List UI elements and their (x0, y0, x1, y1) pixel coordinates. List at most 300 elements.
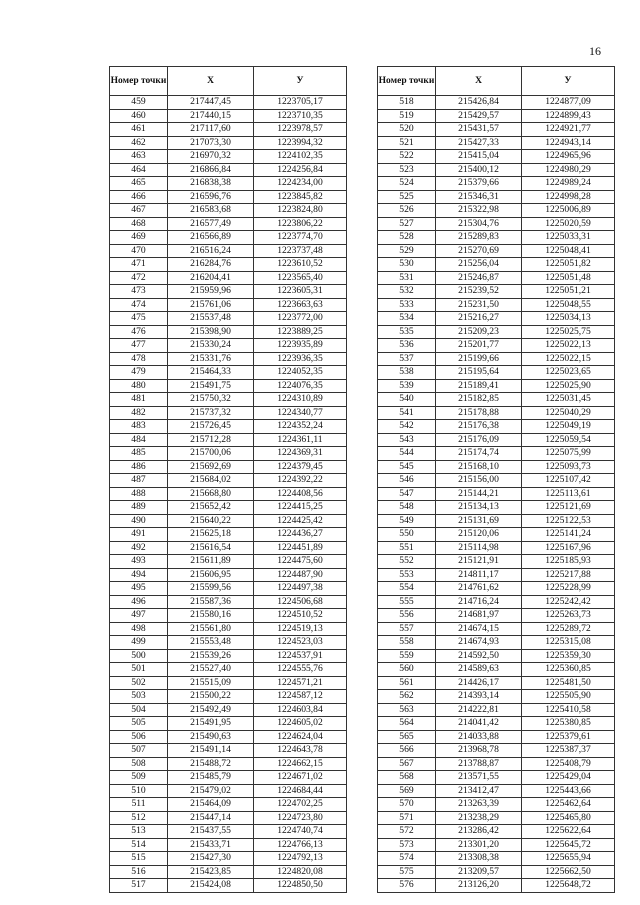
x-cell: 215424,08 (168, 879, 254, 893)
x-cell: 215492,49 (168, 703, 254, 717)
y-cell: 1224603,84 (254, 703, 347, 717)
x-cell: 215479,02 (168, 784, 254, 798)
y-cell: 1224361,11 (254, 433, 347, 447)
y-cell: 1223889,25 (254, 325, 347, 339)
y-cell: 1225022,15 (522, 352, 615, 366)
x-cell: 213571,55 (436, 771, 522, 785)
table-row (110, 109, 347, 123)
x-cell: 215239,52 (436, 285, 522, 299)
y-cell: 1224234,00 (254, 177, 347, 191)
point-number-cell: 476 (110, 325, 168, 339)
point-number-cell: 544 (378, 447, 436, 461)
table-row (110, 190, 347, 204)
point-number-cell: 468 (110, 217, 168, 231)
y-cell: 1223772,00 (254, 312, 347, 326)
y-cell: 1224980,29 (522, 163, 615, 177)
table-row (110, 312, 347, 326)
y-cell: 1225141,24 (522, 528, 615, 542)
y-cell: 1225122,53 (522, 514, 615, 528)
x-cell: 215491,95 (168, 717, 254, 731)
y-cell: 1225033,31 (522, 231, 615, 245)
x-cell: 215587,36 (168, 595, 254, 609)
table-row (378, 258, 615, 272)
y-cell: 1225462,64 (522, 798, 615, 812)
point-number-cell: 561 (378, 676, 436, 690)
x-cell: 215156,00 (436, 474, 522, 488)
x-cell: 215331,76 (168, 352, 254, 366)
table-row (378, 379, 615, 393)
table-row (378, 217, 615, 231)
table-row (110, 501, 347, 515)
table-row (378, 555, 615, 569)
x-cell: 215120,06 (436, 528, 522, 542)
x-cell: 215527,40 (168, 663, 254, 677)
point-number-cell: 537 (378, 352, 436, 366)
x-cell: 216577,49 (168, 217, 254, 231)
table-row (378, 231, 615, 245)
y-cell: 1224523,03 (254, 636, 347, 650)
point-number-cell: 480 (110, 379, 168, 393)
table-row (378, 163, 615, 177)
point-number-cell: 481 (110, 393, 168, 407)
x-cell: 215652,42 (168, 501, 254, 515)
point-number-cell: 546 (378, 474, 436, 488)
table-body-left (110, 96, 347, 893)
y-cell: 1225408,79 (522, 757, 615, 771)
table-row (378, 649, 615, 663)
y-cell: 1224497,38 (254, 582, 347, 596)
table-row (110, 784, 347, 798)
point-number-cell: 494 (110, 568, 168, 582)
x-cell: 214716,24 (436, 595, 522, 609)
y-cell: 1225121,69 (522, 501, 615, 515)
x-cell: 215429,57 (436, 109, 522, 123)
x-cell: 215490,63 (168, 730, 254, 744)
y-cell: 1225289,72 (522, 622, 615, 636)
table-row (378, 460, 615, 474)
table-row (378, 366, 615, 380)
table-row (378, 109, 615, 123)
table-row (110, 150, 347, 164)
point-number-cell: 569 (378, 784, 436, 798)
y-cell: 1225622,64 (522, 825, 615, 839)
y-cell: 1225107,42 (522, 474, 615, 488)
x-cell: 215322,98 (436, 204, 522, 218)
table-row (110, 541, 347, 555)
table-row (378, 447, 615, 461)
table-row (378, 136, 615, 150)
table-row (378, 744, 615, 758)
point-number-cell: 483 (110, 420, 168, 434)
x-cell: 215692,69 (168, 460, 254, 474)
x-cell: 213126,20 (436, 879, 522, 893)
x-cell: 215168,10 (436, 460, 522, 474)
table-row (110, 379, 347, 393)
y-cell: 1225505,90 (522, 690, 615, 704)
y-cell: 1224506,68 (254, 595, 347, 609)
y-cell: 1223994,32 (254, 136, 347, 150)
table-row (110, 676, 347, 690)
x-cell: 215437,55 (168, 825, 254, 839)
y-cell: 1224624,04 (254, 730, 347, 744)
table-row (110, 703, 347, 717)
x-cell: 215216,27 (436, 312, 522, 326)
table-row (378, 123, 615, 137)
table-row (110, 528, 347, 542)
y-cell: 1225410,58 (522, 703, 615, 717)
y-cell: 1224340,77 (254, 406, 347, 420)
point-number-cell: 523 (378, 163, 436, 177)
x-cell: 215750,32 (168, 393, 254, 407)
y-cell: 1225049,19 (522, 420, 615, 434)
point-number-cell: 530 (378, 258, 436, 272)
point-number-cell: 472 (110, 271, 168, 285)
point-number-cell: 570 (378, 798, 436, 812)
point-number-cell: 500 (110, 649, 168, 663)
page-number: 16 (589, 44, 601, 58)
y-cell: 1224965,96 (522, 150, 615, 164)
point-number-cell: 467 (110, 204, 168, 218)
x-cell: 216566,89 (168, 231, 254, 245)
point-number-cell: 486 (110, 460, 168, 474)
x-cell: 215625,18 (168, 528, 254, 542)
point-number-cell: 487 (110, 474, 168, 488)
y-cell: 1225006,89 (522, 204, 615, 218)
x-cell: 215491,14 (168, 744, 254, 758)
x-cell: 215761,06 (168, 298, 254, 312)
table-row (378, 285, 615, 299)
x-cell: 215427,33 (436, 136, 522, 150)
x-cell: 213286,42 (436, 825, 522, 839)
y-cell: 1224475,60 (254, 555, 347, 569)
table-row (378, 636, 615, 650)
point-number-cell: 572 (378, 825, 436, 839)
y-cell: 1224510,52 (254, 609, 347, 623)
y-cell: 1225025,75 (522, 325, 615, 339)
point-number-cell: 493 (110, 555, 168, 569)
x-cell: 215726,45 (168, 420, 254, 434)
point-number-cell: 491 (110, 528, 168, 542)
table-row (378, 676, 615, 690)
point-number-cell: 566 (378, 744, 436, 758)
table-row (110, 433, 347, 447)
point-number-cell: 489 (110, 501, 168, 515)
x-cell: 217073,30 (168, 136, 254, 150)
y-cell: 1225075,99 (522, 447, 615, 461)
y-cell: 1225655,94 (522, 852, 615, 866)
y-cell: 1224052,35 (254, 366, 347, 380)
x-cell: 214674,93 (436, 636, 522, 650)
y-cell: 1225359,30 (522, 649, 615, 663)
y-cell: 1224392,22 (254, 474, 347, 488)
point-number-cell: 525 (378, 190, 436, 204)
point-number-cell: 463 (110, 150, 168, 164)
point-number-cell: 496 (110, 595, 168, 609)
x-cell: 214589,63 (436, 663, 522, 677)
y-cell: 1224537,91 (254, 649, 347, 663)
table-row (378, 325, 615, 339)
point-number-cell: 574 (378, 852, 436, 866)
y-cell: 1223935,89 (254, 339, 347, 353)
point-number-cell: 559 (378, 649, 436, 663)
y-cell: 1223610,52 (254, 258, 347, 272)
y-cell: 1224671,02 (254, 771, 347, 785)
y-cell: 1225645,72 (522, 838, 615, 852)
y-cell: 1225048,55 (522, 298, 615, 312)
x-cell: 215400,12 (436, 163, 522, 177)
x-cell: 215289,83 (436, 231, 522, 245)
y-cell: 1225051,82 (522, 258, 615, 272)
y-cell: 1225048,41 (522, 244, 615, 258)
table-row (110, 811, 347, 825)
table-row (110, 825, 347, 839)
point-number-cell: 540 (378, 393, 436, 407)
table-row (110, 420, 347, 434)
point-number-cell: 555 (378, 595, 436, 609)
table-row (378, 528, 615, 542)
point-number-cell: 497 (110, 609, 168, 623)
point-number-cell: 518 (378, 96, 436, 110)
point-number-cell: 560 (378, 663, 436, 677)
y-cell: 1225020,59 (522, 217, 615, 231)
y-cell: 1225662,50 (522, 865, 615, 879)
table-row (110, 636, 347, 650)
point-number-cell: 573 (378, 838, 436, 852)
x-cell: 214681,97 (436, 609, 522, 623)
y-cell: 1224408,56 (254, 487, 347, 501)
table-row (110, 879, 347, 893)
x-cell: 216204,41 (168, 271, 254, 285)
x-cell: 215712,28 (168, 433, 254, 447)
point-number-cell: 551 (378, 541, 436, 555)
point-number-cell: 562 (378, 690, 436, 704)
y-cell: 1225443,66 (522, 784, 615, 798)
header-y: У (522, 67, 615, 96)
table-row (378, 879, 615, 893)
table-row (378, 177, 615, 191)
x-cell: 215700,06 (168, 447, 254, 461)
y-cell: 1223705,17 (254, 96, 347, 110)
x-cell: 215684,02 (168, 474, 254, 488)
x-cell: 217440,15 (168, 109, 254, 123)
table-row (378, 771, 615, 785)
header-x: X (168, 67, 254, 96)
point-number-cell: 558 (378, 636, 436, 650)
x-cell: 216838,38 (168, 177, 254, 191)
table-row (378, 690, 615, 704)
point-number-cell: 501 (110, 663, 168, 677)
point-number-cell: 538 (378, 366, 436, 380)
x-cell: 215539,26 (168, 649, 254, 663)
point-number-cell: 576 (378, 879, 436, 893)
point-number-cell: 548 (378, 501, 436, 515)
point-number-cell: 474 (110, 298, 168, 312)
y-cell: 1225217,88 (522, 568, 615, 582)
point-number-cell: 502 (110, 676, 168, 690)
y-cell: 1225025,90 (522, 379, 615, 393)
table-row (378, 433, 615, 447)
x-cell: 215431,57 (436, 123, 522, 137)
point-number-cell: 550 (378, 528, 436, 542)
x-cell: 215270,69 (436, 244, 522, 258)
y-cell: 1224587,12 (254, 690, 347, 704)
y-cell: 1224850,50 (254, 879, 347, 893)
x-cell: 213209,57 (436, 865, 522, 879)
y-cell: 1225059,54 (522, 433, 615, 447)
x-cell: 213788,87 (436, 757, 522, 771)
x-cell: 215616,54 (168, 541, 254, 555)
x-cell: 215415,04 (436, 150, 522, 164)
point-number-cell: 514 (110, 838, 168, 852)
x-cell: 213263,39 (436, 798, 522, 812)
y-cell: 1224519,13 (254, 622, 347, 636)
y-cell: 1223936,35 (254, 352, 347, 366)
y-cell: 1223605,31 (254, 285, 347, 299)
table-row (110, 690, 347, 704)
point-number-cell: 469 (110, 231, 168, 245)
point-number-cell: 563 (378, 703, 436, 717)
table-row (110, 460, 347, 474)
table-row (378, 825, 615, 839)
x-cell: 216516,24 (168, 244, 254, 258)
x-cell: 213238,29 (436, 811, 522, 825)
point-number-cell: 471 (110, 258, 168, 272)
point-number-cell: 459 (110, 96, 168, 110)
y-cell: 1224792,13 (254, 852, 347, 866)
y-cell: 1223737,48 (254, 244, 347, 258)
point-number-cell: 557 (378, 622, 436, 636)
table-row (110, 555, 347, 569)
y-cell: 1225387,37 (522, 744, 615, 758)
table-row (378, 190, 615, 204)
x-cell: 213301,20 (436, 838, 522, 852)
y-cell: 1224820,08 (254, 865, 347, 879)
point-number-cell: 510 (110, 784, 168, 798)
x-cell: 215599,56 (168, 582, 254, 596)
table-row (378, 514, 615, 528)
point-number-cell: 529 (378, 244, 436, 258)
x-cell: 215201,77 (436, 339, 522, 353)
point-number-cell: 484 (110, 433, 168, 447)
y-cell: 1224571,21 (254, 676, 347, 690)
point-number-cell: 499 (110, 636, 168, 650)
y-cell: 1224998,28 (522, 190, 615, 204)
table-row (110, 366, 347, 380)
point-number-cell: 485 (110, 447, 168, 461)
x-cell: 215121,91 (436, 555, 522, 569)
x-cell: 215330,24 (168, 339, 254, 353)
x-cell: 216866,84 (168, 163, 254, 177)
table-row (110, 204, 347, 218)
x-cell: 215114,98 (436, 541, 522, 555)
table-row (378, 798, 615, 812)
point-number-cell: 533 (378, 298, 436, 312)
table-row (110, 177, 347, 191)
x-cell: 214033,88 (436, 730, 522, 744)
table-row (378, 298, 615, 312)
x-cell: 215959,96 (168, 285, 254, 299)
point-number-cell: 505 (110, 717, 168, 731)
table-row (110, 244, 347, 258)
x-cell: 215500,22 (168, 690, 254, 704)
point-number-cell: 568 (378, 771, 436, 785)
table-row (110, 852, 347, 866)
y-cell: 1223663,63 (254, 298, 347, 312)
y-cell: 1225167,96 (522, 541, 615, 555)
table-row (378, 487, 615, 501)
table-row (110, 622, 347, 636)
y-cell: 1225051,21 (522, 285, 615, 299)
point-number-cell: 464 (110, 163, 168, 177)
table-row (110, 231, 347, 245)
table-row (110, 217, 347, 231)
table-row (110, 163, 347, 177)
table-header-row (110, 67, 347, 96)
x-cell: 215640,22 (168, 514, 254, 528)
x-cell: 215178,88 (436, 406, 522, 420)
y-cell: 1223806,22 (254, 217, 347, 231)
point-number-cell: 509 (110, 771, 168, 785)
y-cell: 1225023,65 (522, 366, 615, 380)
point-number-cell: 553 (378, 568, 436, 582)
y-cell: 1225429,04 (522, 771, 615, 785)
point-number-cell: 461 (110, 123, 168, 137)
x-cell: 214592,50 (436, 649, 522, 663)
table-row (110, 474, 347, 488)
coordinates-table-right (377, 66, 615, 893)
point-number-cell: 532 (378, 285, 436, 299)
table-row (378, 271, 615, 285)
table-row (378, 150, 615, 164)
point-number-cell: 542 (378, 420, 436, 434)
table-row (110, 285, 347, 299)
y-cell: 1224740,74 (254, 825, 347, 839)
y-cell: 1224102,35 (254, 150, 347, 164)
y-cell: 1224684,44 (254, 784, 347, 798)
y-cell: 1225242,42 (522, 595, 615, 609)
table-row (378, 406, 615, 420)
y-cell: 1224076,35 (254, 379, 347, 393)
y-cell: 1223845,82 (254, 190, 347, 204)
y-cell: 1224451,89 (254, 541, 347, 555)
x-cell: 215199,66 (436, 352, 522, 366)
y-cell: 1224425,42 (254, 514, 347, 528)
point-number-cell: 522 (378, 150, 436, 164)
y-cell: 1224369,31 (254, 447, 347, 461)
header-x: X (436, 67, 522, 96)
table-row (378, 730, 615, 744)
x-cell: 215515,09 (168, 676, 254, 690)
x-cell: 215246,87 (436, 271, 522, 285)
table-row (110, 582, 347, 596)
y-cell: 1225481,50 (522, 676, 615, 690)
x-cell: 215611,89 (168, 555, 254, 569)
y-cell: 1224436,27 (254, 528, 347, 542)
point-number-cell: 564 (378, 717, 436, 731)
point-number-cell: 515 (110, 852, 168, 866)
x-cell: 215488,72 (168, 757, 254, 771)
x-cell: 217117,60 (168, 123, 254, 137)
point-number-cell: 541 (378, 406, 436, 420)
table-row (110, 325, 347, 339)
table-row (378, 339, 615, 353)
x-cell: 216284,76 (168, 258, 254, 272)
x-cell: 215464,09 (168, 798, 254, 812)
table-row (110, 649, 347, 663)
x-cell: 215346,31 (436, 190, 522, 204)
point-number-cell: 477 (110, 339, 168, 353)
table-row (110, 757, 347, 771)
